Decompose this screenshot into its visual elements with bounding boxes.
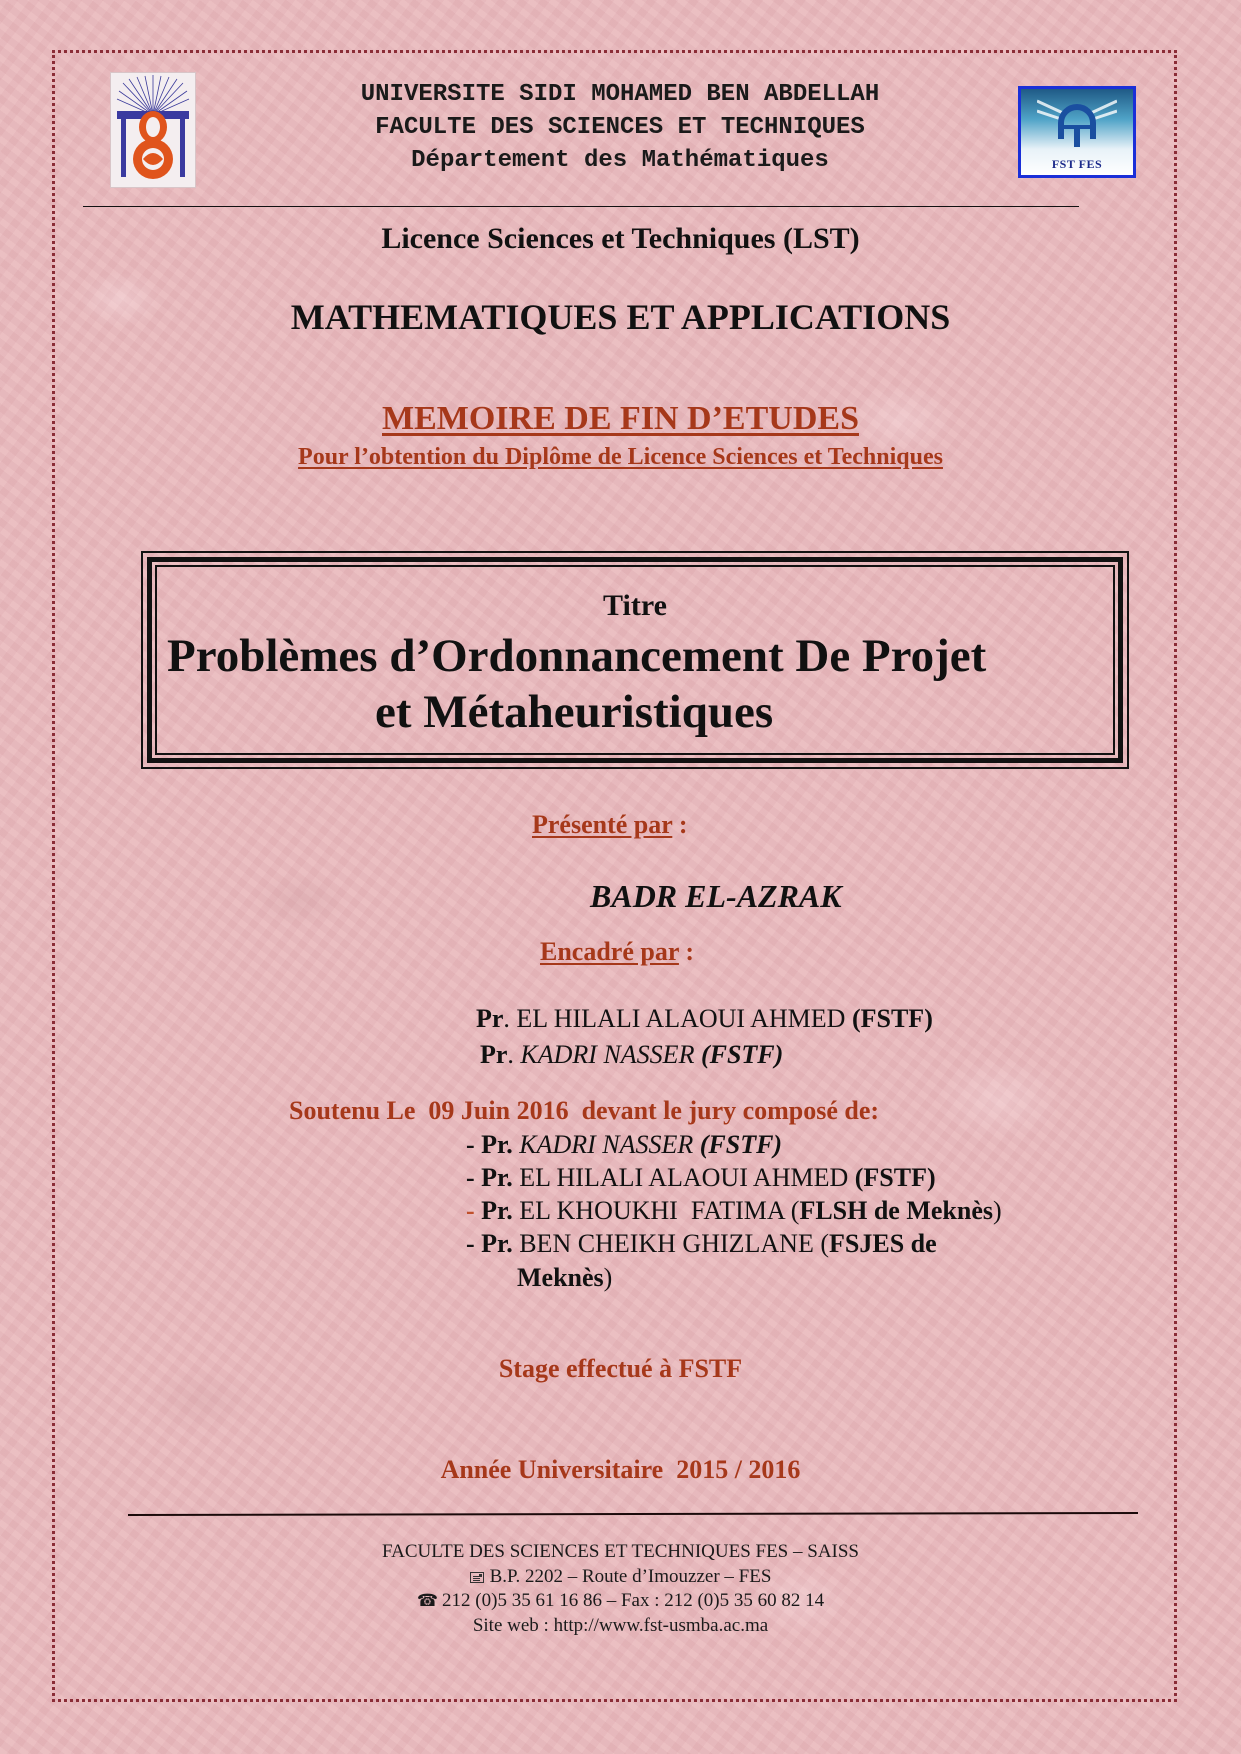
thesis-title-line-1: Problèmes d’Ordonnancement De Projet (167, 630, 987, 682)
student-name: BADR EL-AZRAK (590, 878, 842, 914)
arch-icon (1037, 95, 1117, 153)
crest-icon (113, 75, 193, 185)
presented-by-label: Présenté par : (532, 810, 688, 839)
header-divider (83, 206, 1079, 207)
mailbox-icon (470, 1572, 484, 1583)
title-box (141, 551, 1129, 769)
defense-date: Soutenu Le 09 Juin 2016 devant le jury composé de: (289, 1096, 880, 1125)
footer-address: B.P. 2202 – Route d’Imouzzer – FES (0, 1565, 1241, 1590)
academic-year: Année Universitaire 2015 / 2016 (440, 1455, 801, 1484)
thesis-title-line-2: et Métaheuristiques (375, 686, 774, 738)
faculty-name: FACULTE DES SCIENCES ET TECHNIQUES (375, 114, 865, 141)
title-label: Titre (603, 589, 667, 622)
supervisor-2: Pr. KADRI NASSER (FSTF) (480, 1040, 784, 1069)
jury-member-4: - Pr. BEN CHEIKH GHIZLANE (FSJES de (466, 1229, 937, 1258)
memoire-heading: MEMOIRE DE FIN D’ETUDES (382, 400, 859, 437)
telephone-icon: ☎ (416, 1591, 439, 1610)
header-block (240, 78, 1000, 177)
jury-member-4-continued: Meknès) (517, 1263, 613, 1292)
footer-institution: FACULTE DES SCIENCES ET TECHNIQUES FES – SAISS (381, 1541, 859, 1562)
supervisor-1: Pr. EL HILALI ALAOUI AHMED (FSTF) (476, 1004, 933, 1033)
licence-title: Licence Sciences et Techniques (LST) (381, 222, 860, 255)
university-name: UNIVERSITE SIDI MOHAMED BEN ABDELLAH (360, 81, 880, 108)
jury-member-3: - Pr. EL KHOUKHI FATIMA (FLSH de Meknès) (466, 1196, 1002, 1225)
usmba-crest-logo (110, 72, 196, 188)
fst-fes-logo (1018, 86, 1136, 178)
footer-phone: ☎ 212 (0)5 35 61 16 86 – Fax : 212 (0)5 35 60 82 14 (0, 1589, 1241, 1614)
internship-location: Stage effectué à FSTF (498, 1354, 743, 1383)
jury-member-1: - Pr. KADRI NASSER (FSTF) (466, 1130, 783, 1159)
track-title: MATHEMATIQUES ET APPLICATIONS (290, 297, 951, 337)
memoire-subheading: Pour l’obtention du Diplôme de Licence Sciences et Techniques (298, 444, 943, 470)
fst-fes-label: FST FES (1051, 157, 1103, 171)
jury-member-2: - Pr. EL HILALI ALAOUI AHMED (FSTF) (466, 1163, 936, 1192)
footer-contact (0, 1540, 1241, 1638)
supervised-by-label: Encadré par : (540, 937, 695, 966)
footer-website: Site web : http://www.fst-usmba.ac.ma (472, 1614, 769, 1636)
department-name: Département des Mathématiques (411, 147, 829, 174)
